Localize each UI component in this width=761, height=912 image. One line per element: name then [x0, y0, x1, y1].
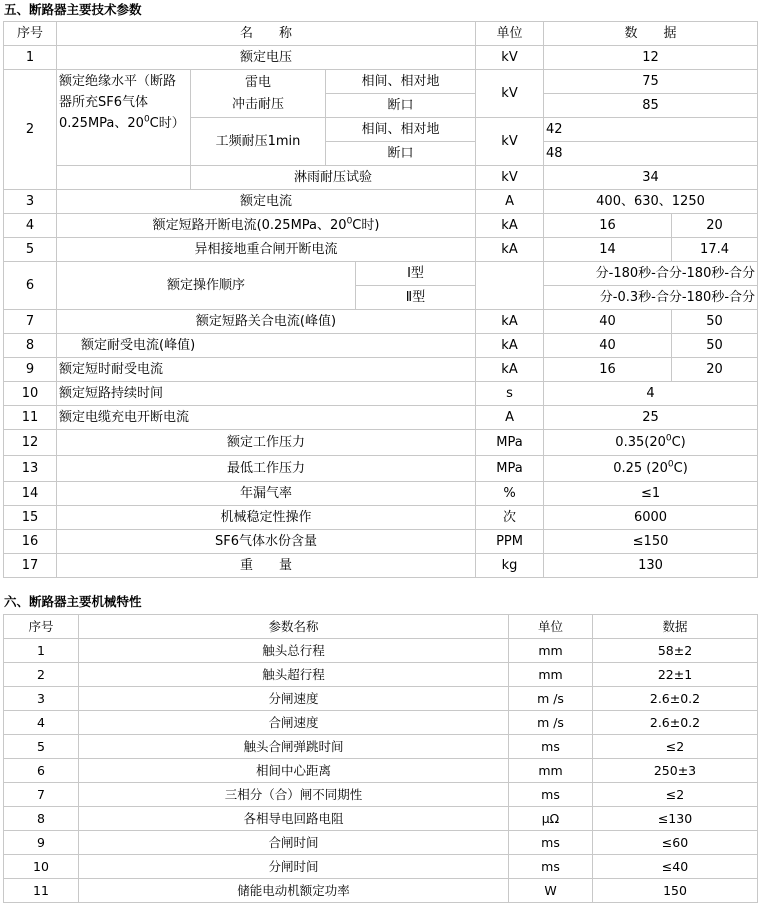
- row-seq: 1: [4, 639, 79, 663]
- row-seq: 1: [4, 46, 57, 70]
- row-name: 重 量: [57, 554, 476, 578]
- power-frequency-label: 工频耐压1min: [191, 118, 326, 166]
- row-seq: 5: [4, 735, 79, 759]
- row-unit: kA: [476, 214, 544, 238]
- row-unit: PPM: [476, 530, 544, 554]
- header-seq: 序号: [4, 615, 79, 639]
- table-row: [4, 783, 758, 807]
- row-name: 额定短路关合电流(峰值): [57, 310, 476, 334]
- row-value: ≤2: [593, 783, 758, 807]
- row-value: [544, 456, 758, 482]
- row-name: [57, 214, 476, 238]
- row-seq: 4: [4, 711, 79, 735]
- row-seq: 10: [4, 855, 79, 879]
- row-value: 75: [544, 70, 758, 94]
- table-row: [4, 262, 758, 286]
- row-value: 85: [544, 94, 758, 118]
- phase-to-earth-label: 相间、相对地: [326, 118, 476, 142]
- row-name: 额定电缆充电开断电流: [57, 406, 476, 430]
- row-seq: 7: [4, 783, 79, 807]
- row-unit: ms: [509, 735, 593, 759]
- row-name: 额定操作顺序: [57, 262, 356, 310]
- row-value-1: 40: [544, 310, 672, 334]
- row-name: 异相接地重合闸开断电流: [57, 238, 476, 262]
- row-unit: kg: [476, 554, 544, 578]
- table-row: [4, 46, 758, 70]
- row-value-2: 20: [672, 358, 758, 382]
- lightning-label-line1: 雷电: [244, 74, 271, 90]
- row-value: ≤1: [544, 482, 758, 506]
- break-label: 断口: [326, 142, 476, 166]
- row-value: 25: [544, 406, 758, 430]
- break-label: 断口: [326, 94, 476, 118]
- row-seq: 9: [4, 358, 57, 382]
- row-value-1: 40: [544, 334, 672, 358]
- row-name: 年漏气率: [57, 482, 476, 506]
- row-name: 合闸时间: [79, 831, 509, 855]
- row-name: 额定工作压力: [57, 430, 476, 456]
- table-row: [4, 382, 758, 406]
- header-data: 数据: [593, 615, 758, 639]
- row-value-2: 50: [672, 310, 758, 334]
- row-value: 150: [593, 879, 758, 903]
- row-value: 34: [544, 166, 758, 190]
- row-seq: 16: [4, 530, 57, 554]
- wet-test-label: 淋雨耐压试验: [191, 166, 476, 190]
- row-seq: 11: [4, 879, 79, 903]
- table-row: [4, 831, 758, 855]
- row-name: 各相导电回路电阻: [79, 807, 509, 831]
- row-seq: 7: [4, 310, 57, 334]
- row-value-a: 0.25 (20: [613, 461, 668, 476]
- row-seq: 3: [4, 687, 79, 711]
- table-row: [4, 190, 758, 214]
- row-name: 额定耐受电流(峰值): [57, 334, 476, 358]
- row-seq: 15: [4, 506, 57, 530]
- row-value: 58±2: [593, 639, 758, 663]
- type-2-label: Ⅱ型: [356, 286, 476, 310]
- table-row: [4, 663, 758, 687]
- row-value: 4: [544, 382, 758, 406]
- row-value: ≤60: [593, 831, 758, 855]
- header-unit: 单位: [476, 22, 544, 46]
- row-value: 42: [544, 118, 758, 142]
- header-name: 名 称: [57, 22, 476, 46]
- superscript: 0: [667, 459, 674, 470]
- row-name: 储能电动机额定功率: [79, 879, 509, 903]
- technical-params-table: [3, 21, 758, 578]
- table-row: [4, 807, 758, 831]
- row-value-2: 20: [672, 214, 758, 238]
- section6-title: 六、断路器主要机械特性: [4, 594, 142, 609]
- table-row: [4, 70, 758, 94]
- row-seq: 6: [4, 262, 57, 310]
- row-name: 额定电压: [57, 46, 476, 70]
- row-unit: ms: [509, 783, 593, 807]
- row-unit: s: [476, 382, 544, 406]
- row-value: ≤40: [593, 855, 758, 879]
- row-name: 三相分（合）闸不同期性: [79, 783, 509, 807]
- row-unit: A: [476, 190, 544, 214]
- row-value-a: 0.35(20: [615, 435, 666, 450]
- row-seq: 14: [4, 482, 57, 506]
- row-unit: ms: [509, 831, 593, 855]
- row-unit: m /s: [509, 687, 593, 711]
- row-seq: 2: [4, 663, 79, 687]
- row-value-2: 17.4: [672, 238, 758, 262]
- row-seq: 8: [4, 334, 57, 358]
- phase-to-earth-label: 相间、相对地: [326, 70, 476, 94]
- superscript: 0: [143, 114, 150, 125]
- row-value-b: C): [671, 435, 686, 450]
- row-seq: 9: [4, 831, 79, 855]
- row-seq: 8: [4, 807, 79, 831]
- row-seq: 4: [4, 214, 57, 238]
- row-name: 触头超行程: [79, 663, 509, 687]
- row-name: 分闸速度: [79, 687, 509, 711]
- table-header-row: [4, 615, 758, 639]
- table-row: [4, 759, 758, 783]
- row-unit: kV: [476, 118, 544, 166]
- header-data: 数 据: [544, 22, 758, 46]
- row-seq: 12: [4, 430, 57, 456]
- row-seq: 13: [4, 456, 57, 482]
- row-name: SF6气体水份含量: [57, 530, 476, 554]
- blank-cell: [57, 166, 191, 190]
- row-value: ≤130: [593, 807, 758, 831]
- row-name: 触头总行程: [79, 639, 509, 663]
- row-unit: ms: [509, 855, 593, 879]
- row-unit: kV: [476, 166, 544, 190]
- superscript: 0: [665, 433, 672, 444]
- table-row: [4, 687, 758, 711]
- row-unit: mm: [509, 663, 593, 687]
- header-unit: 单位: [509, 615, 593, 639]
- row-unit: A: [476, 406, 544, 430]
- table-row: [4, 358, 758, 382]
- row-value-1: 14: [544, 238, 672, 262]
- table-row: [4, 879, 758, 903]
- mechanical-characteristics-table: [3, 614, 758, 903]
- table-row: [4, 214, 758, 238]
- row-seq: 6: [4, 759, 79, 783]
- row-value-b: C): [673, 461, 688, 476]
- row-unit: mm: [509, 639, 593, 663]
- row-name: 额定电流: [57, 190, 476, 214]
- header-seq: 序号: [4, 22, 57, 46]
- row-unit: μΩ: [509, 807, 593, 831]
- row-seq: 2: [4, 70, 57, 190]
- insulation-level-text-end: C时）: [149, 116, 185, 131]
- row-unit: [476, 262, 544, 310]
- type-1-label: Ⅰ型: [356, 262, 476, 286]
- row-value: 48: [544, 142, 758, 166]
- row-unit: %: [476, 482, 544, 506]
- lightning-label-line2: 冲击耐压: [231, 96, 284, 112]
- table-row: [4, 639, 758, 663]
- row-name-b: C时): [352, 218, 380, 233]
- row-unit: kA: [476, 334, 544, 358]
- table-row: [4, 406, 758, 430]
- table-row: [4, 334, 758, 358]
- table-row: [4, 711, 758, 735]
- row-value: 2.6±0.2: [593, 711, 758, 735]
- row-value-2: 50: [672, 334, 758, 358]
- table-row: [4, 506, 758, 530]
- row-seq: 17: [4, 554, 57, 578]
- row-value-1: 16: [544, 358, 672, 382]
- row-value: ≤150: [544, 530, 758, 554]
- row-value: 2.6±0.2: [593, 687, 758, 711]
- row-seq: 5: [4, 238, 57, 262]
- table-row: [4, 530, 758, 554]
- row-value: 6000: [544, 506, 758, 530]
- row-unit: mm: [509, 759, 593, 783]
- row-value: 130: [544, 554, 758, 578]
- row-value: ≤2: [593, 735, 758, 759]
- row-value: 12: [544, 46, 758, 70]
- table-row: [4, 554, 758, 578]
- row-name: 最低工作压力: [57, 456, 476, 482]
- row-value: 22±1: [593, 663, 758, 687]
- row-value-1: 16: [544, 214, 672, 238]
- superscript: 0: [346, 216, 353, 227]
- row-value: [544, 430, 758, 456]
- row-name: 触头合闸弹跳时间: [79, 735, 509, 759]
- table-row: [4, 735, 758, 759]
- row-name: 额定短时耐受电流: [57, 358, 476, 382]
- row-unit: 次: [476, 506, 544, 530]
- table-row: [4, 166, 758, 190]
- table-row: [4, 855, 758, 879]
- insulation-level-label: [57, 70, 191, 166]
- row-unit: MPa: [476, 430, 544, 456]
- row-name: 相间中心距离: [79, 759, 509, 783]
- row-seq: 10: [4, 382, 57, 406]
- insulation-level-text: 额定绝缘水平（断路器所充SF6气体0.25MPa、20: [59, 74, 177, 131]
- table-row: [4, 238, 758, 262]
- table-header-row: [4, 22, 758, 46]
- row-unit: kV: [476, 46, 544, 70]
- table-row: [4, 456, 758, 482]
- header-name: 参数名称: [79, 615, 509, 639]
- row-value: 分-180秒-合分-180秒-合分: [544, 262, 758, 286]
- table-row: [4, 310, 758, 334]
- table-row: [4, 482, 758, 506]
- row-name: 额定短路持续时间: [57, 382, 476, 406]
- row-name-a: 额定短路开断电流(0.25MPa、20: [152, 218, 347, 233]
- row-value: 分-0.3秒-合分-180秒-合分: [544, 286, 758, 310]
- row-unit: W: [509, 879, 593, 903]
- lightning-impulse-label: [191, 70, 326, 118]
- section5-title: 五、断路器主要技术参数: [4, 2, 142, 17]
- row-value: 400、630、1250: [544, 190, 758, 214]
- row-seq: 3: [4, 190, 57, 214]
- row-unit: kA: [476, 358, 544, 382]
- row-unit: kV: [476, 70, 544, 118]
- table-row: [4, 430, 758, 456]
- row-unit: MPa: [476, 456, 544, 482]
- row-value: 250±3: [593, 759, 758, 783]
- row-unit: m /s: [509, 711, 593, 735]
- row-unit: kA: [476, 310, 544, 334]
- row-name: 合闸速度: [79, 711, 509, 735]
- row-unit: kA: [476, 238, 544, 262]
- row-name: 分闸时间: [79, 855, 509, 879]
- row-seq: 11: [4, 406, 57, 430]
- row-name: 机械稳定性操作: [57, 506, 476, 530]
